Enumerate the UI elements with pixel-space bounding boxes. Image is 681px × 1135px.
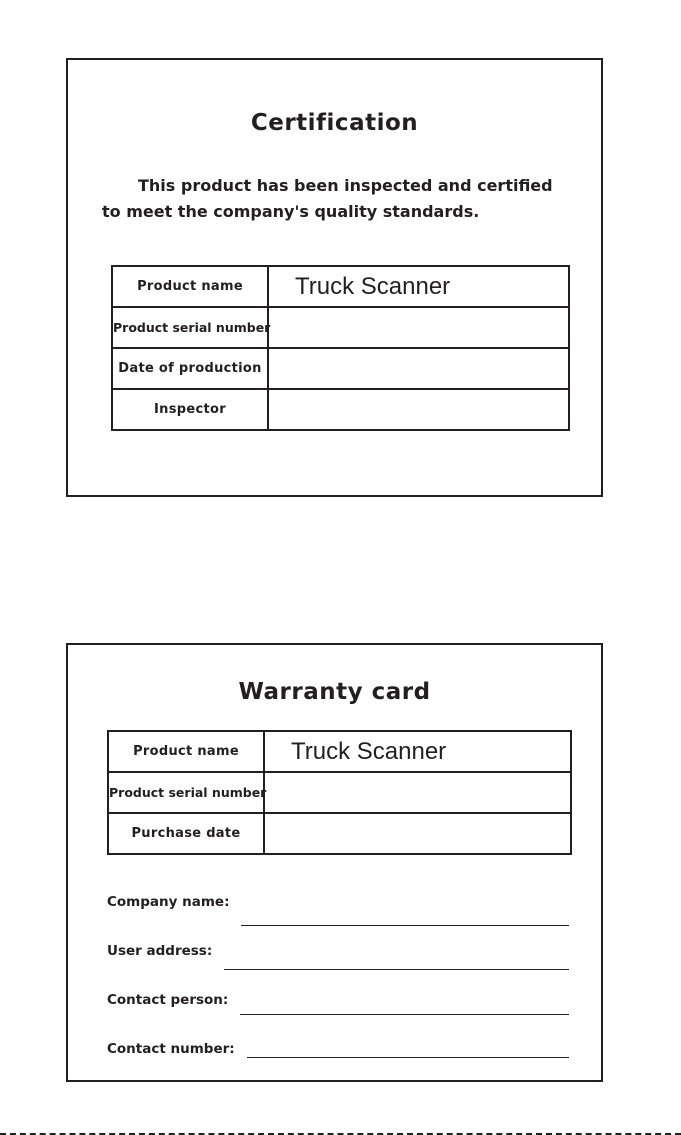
table-row xyxy=(108,731,571,772)
production-date-field[interactable] xyxy=(268,348,569,389)
contact-person-row xyxy=(107,961,569,1010)
certification-title: Certification xyxy=(250,110,419,136)
warranty-table xyxy=(107,730,572,855)
contact-fields xyxy=(107,881,569,1059)
contact-person-label: Contact person: xyxy=(107,992,229,1008)
inspector-label: Inspector xyxy=(112,389,268,430)
certification-table xyxy=(111,265,570,431)
table-row xyxy=(112,348,569,389)
certification-statement: This product has been inspected and certified to meet the company's quality standards. xyxy=(102,176,553,221)
certification-card xyxy=(66,58,603,497)
table-row xyxy=(112,389,569,430)
serial-number-label: Product serial number xyxy=(108,772,264,813)
user-address-row xyxy=(107,912,569,961)
warranty-card xyxy=(66,643,603,1082)
product-name-label: Product name xyxy=(112,266,268,307)
purchase-date-label: Purchase date xyxy=(108,813,264,854)
serial-number-label: Product serial number xyxy=(112,307,268,348)
product-name-value[interactable]: Truck Scanner xyxy=(264,731,571,772)
company-name-row xyxy=(107,881,569,912)
company-name-label: Company name: xyxy=(107,894,230,910)
table-row xyxy=(108,772,571,813)
serial-number-field[interactable] xyxy=(264,772,571,813)
user-address-label: User address: xyxy=(107,943,213,959)
serial-number-field[interactable] xyxy=(268,307,569,348)
inspector-field[interactable] xyxy=(268,389,569,430)
table-row xyxy=(112,307,569,348)
product-name-label: Product name xyxy=(108,731,264,772)
warranty-title: Warranty card xyxy=(238,679,431,705)
contact-number-row xyxy=(107,1010,569,1059)
table-row xyxy=(108,813,571,854)
contact-number-label: Contact number: xyxy=(107,1041,235,1057)
production-date-label: Date of production xyxy=(112,348,268,389)
contact-number-line[interactable] xyxy=(247,1056,569,1058)
product-name-value[interactable]: Truck Scanner xyxy=(268,266,569,307)
purchase-date-field[interactable] xyxy=(264,813,571,854)
table-row xyxy=(112,266,569,307)
